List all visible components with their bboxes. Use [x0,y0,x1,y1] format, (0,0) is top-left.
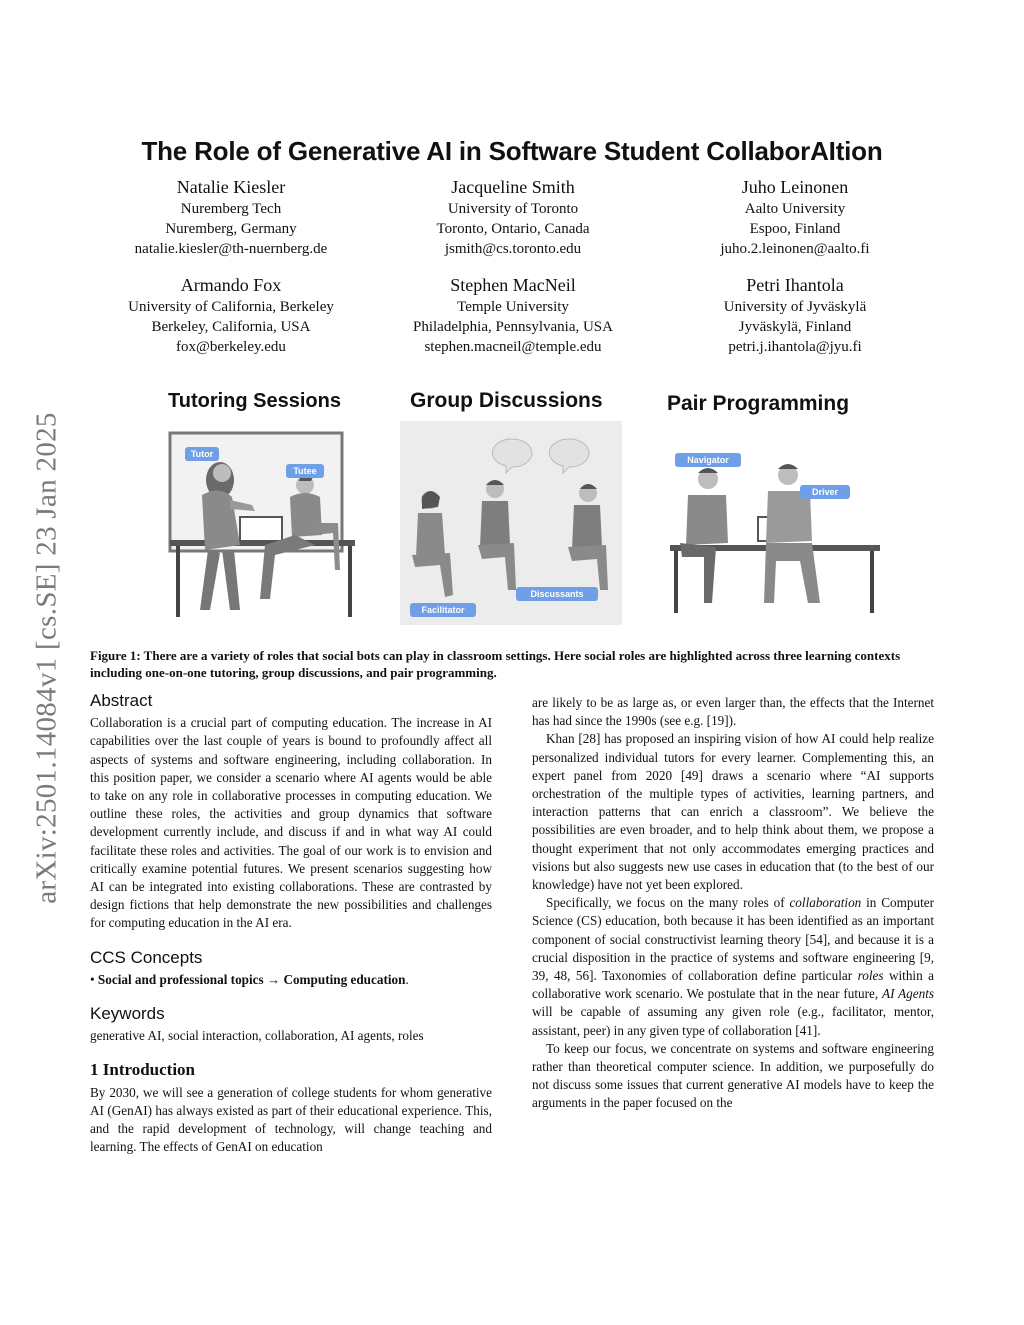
tutor-label-text: Tutor [190,449,214,459]
abstract-text: Collaboration is a crucial part of computing education. The increase in AI capabilities over the last couple of years is bound to profoundly affect all aspects of systems and software engineering, including collaboration. In this position paper, we consider a scenario where AI agents would be able to take on any role in collaborative processes in computing education. We outline these roles, the activities and group dynamics that software development currently include, and discuss if and in what way AI could facilitate these roles and activities. The goal of our work is to envision and critically examine potential futures. We present scenarios suggesting how AI can be integrated into existing collaborations. These are contrasted by design fictions that help demonstrate the new possibilities and challenges for computing education in the AI era. [90,715,492,931]
discussants-label-text: Discussants [530,589,584,599]
author-location: Toronto, Ontario, Canada [436,221,590,237]
arxiv-id: arXiv:2501.14084v1 [cs.SE] 23 Jan 2025 [30,412,63,904]
paragraph-focus: To keep our focus, we concentrate on systems and software engineering rather than theoretical computer science. In addition, we purposefully do not discuss some issues that current generative AI models have to keep the arguments in the paper focused on the [532,1040,934,1111]
ccs-heading: CCS Concepts [90,947,203,967]
figure-caption: Figure 1: There are a variety of roles that social bots can play in classroom settings. Here social roles are highlighted across three learning contexts including one-on-one tutoring, group discussions, and pair programming. [90,648,901,680]
author-name: Armando Fox [180,275,282,295]
arxiv-sidebar-stamp [20,368,74,948]
author-affiliation: University of California, Berkeley [128,299,334,315]
keywords-heading: Keywords [90,1004,165,1024]
author-email[interactable]: natalie.kiesler@th-nuernberg.de [134,241,328,257]
paragraph-collaboration [532,894,934,1040]
author-card [372,176,654,259]
laptop [240,517,282,541]
p3-emphasis-roles: roles [857,968,884,984]
author-card [90,274,372,357]
tutee-label-text: Tutee [293,466,317,476]
paper-title: The Role of Generative AI in Software Student CollaborAItion [141,136,883,166]
ccs-concepts [90,971,492,989]
panel-title-tutoring: Tutoring Sessions [168,390,341,412]
pair-programming-illustration [670,453,880,613]
author-affiliation: University of Toronto [447,201,579,217]
paragraph-continued: are likely to be as large as, or even larger than, the effects that the Internet has had since the 1990s (see e.g. [19]). [532,695,934,729]
panel-title-pair-programming: Pair Programming [667,392,850,415]
author-affiliation: University of Jyväskylä [723,299,867,315]
p3-emphasis-collaboration: collaboration [789,895,862,911]
group-discussion-illustration [400,421,622,625]
driver-label-text: Driver [811,487,839,497]
author-block-row-1 [90,176,936,259]
author-name: Juho Leinonen [741,177,849,197]
navigator-label-text: Navigator [687,455,729,465]
author-card [654,176,936,259]
ccs-subtopic[interactable]: Computing education [283,971,406,987]
introduction-paragraph: By 2030, we will see a generation of college students for whom generative AI (GenAI) has always existed as part of their educational experience. This, and the rapid development of technology, will change teaching and learning. The effects of GenAI on education [90,1084,492,1155]
facilitator-label-text: Facilitator [421,605,465,615]
keywords-text: generative AI, social interaction, collaboration, AI agents, roles [90,1028,424,1044]
p3-text-a: Specifically, we focus on the many roles of [546,895,790,911]
author-location: Espoo, Finland [749,221,841,237]
author-card [654,274,936,357]
author-email[interactable]: petri.j.ihantola@jyu.fi [728,339,862,355]
author-card [372,274,654,357]
panel-title-group-discussions: Group Discussions [410,389,603,412]
p3-text-d: will be capable of assuming any given role (e.g., facilitator, mentor, assistant, peer) in any given type of collaboration [41]. [532,1004,934,1038]
author-email[interactable]: juho.2.leinonen@aalto.fi [720,241,870,257]
ccs-topic[interactable]: Social and professional topics [97,971,264,987]
author-name: Jacqueline Smith [451,177,575,197]
introduction-heading: 1 Introduction [90,1060,196,1080]
p3-text-c: within a collaborative work scenario. We postulate that in the near future, [532,968,934,1002]
left-column [90,692,492,1156]
right-column [532,694,934,1113]
tutor-head [213,464,231,482]
tutoring-illustration [170,433,355,617]
author-email[interactable]: fox@berkeley.edu [176,339,286,355]
author-location: Philadelphia, Pennsylvania, USA [413,319,613,335]
paragraph-khan: Khan [28] has proposed an inspiring vision of how AI could help realize personalized individual tutors for every learner. Complementing this, an expert panel from 2020 [49] draws a scenario where “AI supports orchestration of the multiple types of activities, learning partners, and interaction patterns that can enrich a classroom”. We believe the possibilities are even broader, and to help think about them, we propose a thought experiment that not only accommodates emerging practices and visions but also suggests new use cases in education that (to the best of our knowledge) have not yet been explored. [532,731,934,893]
abstract-heading: Abstract [90,691,153,710]
author-name: Natalie Kiesler [176,177,286,197]
author-affiliation: Aalto University [744,201,846,217]
figure-illustration [160,385,880,625]
author-location: Jyväskylä, Finland [738,319,852,335]
p3-text-b: in Computer Science (CS) education, both because it has been identified as an important component of social constructivist learning theory [54], and because it is a crucial disposition in the practice of systems and software engineering [9, 39, 48, 56]. Taxonomies of collaboration define particular [532,895,934,984]
author-block-row-2 [90,274,936,357]
ccs-bullet: • [90,971,95,987]
author-email[interactable]: stephen.macneil@temple.edu [424,339,602,355]
author-email[interactable]: jsmith@cs.toronto.edu [444,241,582,257]
author-name: Stephen MacNeil [450,275,576,295]
author-affiliation: Nuremberg Tech [180,201,282,217]
ccs-end: . [405,971,409,987]
author-affiliation: Temple University [457,299,569,315]
p3-emphasis-ai-agents: AI Agents [882,986,934,1002]
author-name: Petri Ihantola [746,275,844,295]
ccs-arrow: → [266,971,281,987]
author-location: Nuremberg, Germany [165,221,297,237]
figure-1 [160,385,880,625]
author-card [90,176,372,259]
author-location: Berkeley, California, USA [151,319,311,335]
